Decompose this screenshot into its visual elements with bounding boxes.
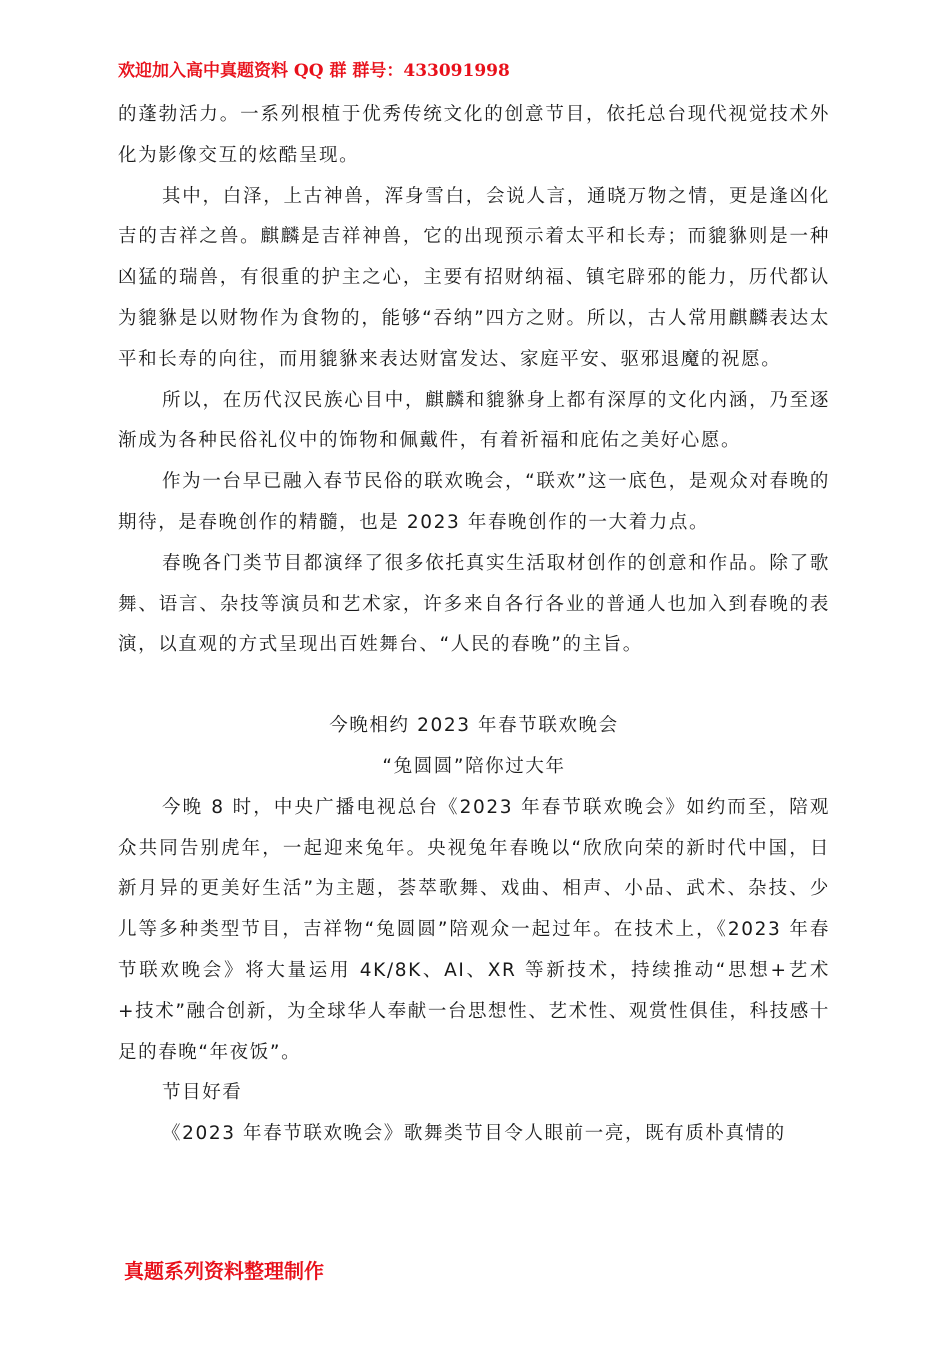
- paragraph: 其中，白泽，上古神兽，浑身雪白，会说人言，通晓万物之情，更是逢凶化吉的吉祥之兽。麒麟是吉祥神兽，它的出现预示着太平和长寿；而貔貅则是一种凶猛的瑞兽，有很重的护主之心，主要有招财纳福、镇宅辟邪的能力，历代都认为貔貅是以财物作为食物的，能够“吞纳”四方之财。所以，古人常用麒麟表达太平和长寿的向往，而用貔貅来表达财富发达、家庭平安、驱邪退魔的祝愿。: [118, 185, 830, 370]
- paragraph: 春晚各门类节目都演绎了很多依托真实生活取材创作的创意和作品。除了歌舞、语言、杂技等演员和艺术家，许多来自各行各业的普通人也加入到春晚的表演，以直观的方式呈现出百姓舞台、“人民的春晚”的主旨。: [118, 552, 830, 656]
- document-body: [118, 95, 830, 1155]
- paragraph: 所以，在历代汉民族心目中，麒麟和貔貅身上都有深厚的文化内涵，乃至逐渐成为各种民俗礼仪中的饰物和佩戴件，有着祈福和庇佑之美好心愿。: [118, 389, 830, 452]
- section-gap: [118, 666, 830, 706]
- paragraph: 今晚 8 时，中央广播电视总台《2023 年春节联欢晚会》如约而至，陪观众共同告别虎年，一起迎来兔年。央视兔年春晚以“欣欣向荣的新时代中国，日新月异的更美好生活”为主题，荟萃歌舞、戏曲、相声、小品、武术、杂技、少儿等多种类型节目，吉祥物“兔圆圆”陪观众一起过年。在技术上，《2023 年春节联欢晚会》将大量运用 4K/8K、AI、XR 等新技术，持续推动“思想+艺术+技术”融合创新，为全球华人奉献一台思想性、艺术性、观赏性俱佳，科技感十足的春晚“年夜饭”。: [118, 796, 830, 1063]
- paragraph: 的蓬勃活力。一系列根植于优秀传统文化的创意节目，依托总台现代视觉技术外化为影像交互的炫酷呈现。: [118, 104, 830, 166]
- article-subtitle: “兔圆圆”陪你过大年: [382, 755, 566, 777]
- paragraph: 作为一台早已融入春节民俗的联欢晚会，“联欢”这一底色，是观众对春晚的期待，是春晚创作的精髓，也是 2023 年春晚创作的一大着力点。: [118, 471, 830, 533]
- section-heading: 节目好看: [162, 1082, 243, 1104]
- paragraph: 《2023 年春节联欢晚会》歌舞类节目令人眼前一亮，既有质朴真情的: [162, 1123, 786, 1145]
- footer-banner: 真题系列资料整理制作: [124, 1259, 324, 1283]
- header-banner: 欢迎加入高中真题资料 QQ 群 群号：433091998: [118, 61, 510, 81]
- article-title: 今晚相约 2023 年春节联欢晚会: [329, 715, 619, 737]
